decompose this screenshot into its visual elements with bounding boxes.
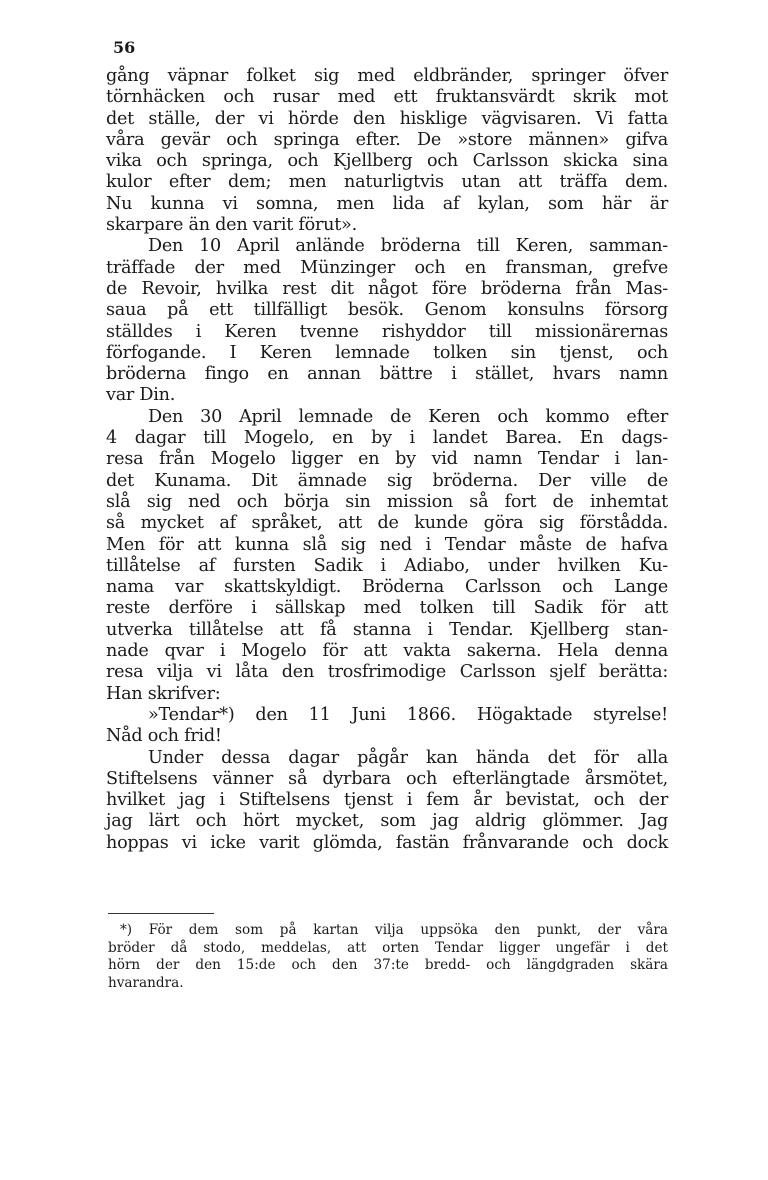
letter-greeting: Nåd och frid!: [106, 726, 222, 747]
footnote: [108, 922, 668, 992]
text-line: reste derföre i sällskap med tolken till Sadik för att: [106, 598, 668, 619]
body-text: [106, 66, 668, 854]
text-line: det Kunama. Dit ämnade sig bröderna. Der ville de: [106, 470, 668, 491]
text-line: de Revoir, hvilka rest dit något före bröderna från Mas-: [106, 278, 668, 299]
footnote-line: hörn der den 15:de och den 37:te bredd- och längdgraden skära: [108, 957, 668, 974]
text-line: resa vilja vi låta den trosfrimodige Carlsson sjelf berätta:: [106, 662, 668, 683]
text-line: Men för att kunna slå sig ned i Tendar måste de hafva: [106, 534, 668, 555]
text-line: tillåtelse af fursten Sadik i Adiabo, under hvilken Ku-: [106, 555, 668, 576]
text-line: hvilket jag i Stiftelsens tjenst i fem år bevistat, och der: [106, 790, 668, 811]
text-line: Stiftelsens vänner så dyrbara och efterlängtade årsmötet,: [106, 768, 668, 789]
text-line: vika och springa, och Kjellberg och Carlsson skicka sina: [106, 151, 668, 172]
page-number: 56: [113, 38, 136, 57]
text-line: gång väpnar folket sig med eldbränder, springer öfver: [106, 66, 668, 86]
text-line: det ställe, der vi hörde den hisklige vägvisaren. Vi fatta: [106, 108, 668, 129]
text-line: jag lärt och hört mycket, som jag aldrig glömmer. Jag: [106, 811, 668, 832]
paragraph-start: Den 30 April lemnade de Keren och kommo efter: [148, 406, 668, 427]
footnote-line: bröder då stodo, meddelas, att orten Tendar ligger ungefär i det: [108, 939, 668, 956]
text-line: nama var skattskyldigt. Bröderna Carlsson och Lange: [106, 577, 668, 598]
text-line: Han skrifver:: [106, 683, 221, 704]
text-line: törnhäcken och rusar med ett fruktansvärdt skrik mot: [106, 87, 668, 108]
footnote-divider: [108, 913, 214, 914]
footnote-line: hvarandra.: [108, 974, 184, 991]
text-line: våra gevär och springa efter. De »store männen» gifva: [106, 129, 668, 150]
text-line: träffade der med Münzinger och en fransman, grefve: [106, 257, 668, 278]
text-line: resa från Mogelo ligger en by vid namn Tendar i lan-: [106, 449, 668, 470]
text-line: slå sig ned och börja sin mission så fort de inhemtat: [106, 491, 668, 512]
footnote-line: *) För dem som på kartan vilja uppsöka den punkt, der våra: [120, 922, 668, 938]
letter-heading: »Tendar*) den 11 Juni 1866. Högaktade styrelse!: [148, 704, 668, 725]
text-line: hoppas vi icke varit glömda, fastän frånvarande och dock: [106, 832, 668, 853]
text-line: bröderna fingo en annan bättre i stället, hvars namn: [106, 364, 668, 385]
paragraph-start: Under dessa dagar pågår kan hända det för alla: [148, 747, 668, 768]
text-line: Nu kunna vi somna, men lida af kylan, som här är: [106, 193, 668, 214]
text-line: saua på ett tillfälligt besök. Genom konsulns försorg: [106, 300, 668, 321]
text-line: förfogande. I Keren lemnade tolken sin tjenst, och: [106, 342, 668, 363]
text-line: så mycket af språket, att de kunde göra sig förstådda.: [106, 513, 668, 534]
text-line: ställdes i Keren tvenne rishyddor till missionärernas: [106, 321, 668, 342]
text-line: utverka tillåtelse att få stanna i Tendar. Kjellberg stan-: [106, 619, 668, 640]
text-line: nade qvar i Mogelo för att vakta sakerna. Hela denna: [106, 641, 668, 662]
text-line: 4 dagar till Mogelo, en by i landet Barea. En dags-: [106, 428, 668, 449]
text-line: skarpare än den varit förut».: [106, 215, 357, 236]
paragraph-start: Den 10 April anlände bröderna till Keren, samman-: [148, 236, 668, 257]
text-line: kulor efter dem; men naturligtvis utan att träffa dem.: [106, 172, 668, 193]
text-line: var Din.: [106, 385, 176, 406]
